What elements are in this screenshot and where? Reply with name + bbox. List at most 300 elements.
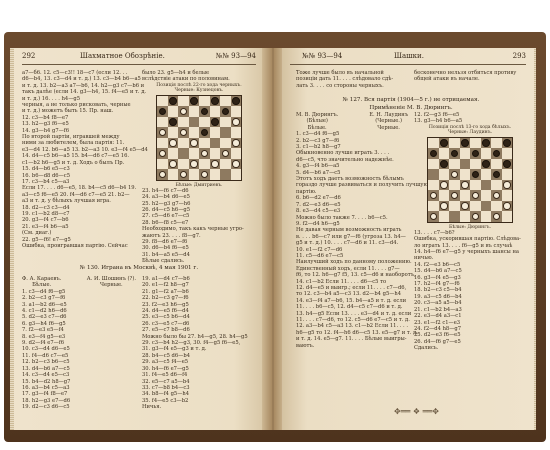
text-line: 18. h2—g3 e7—d6	[22, 397, 71, 404]
white-piece	[232, 118, 240, 126]
text-line: 30. d6—b4 f6—e5	[142, 245, 189, 252]
light-square	[189, 169, 200, 180]
white-piece	[159, 171, 167, 179]
dark-square	[178, 127, 189, 138]
text-line: 22. e3—d4 a3—c1	[414, 313, 462, 320]
text-line: 18. b2—c3 c5—b4	[414, 287, 462, 294]
text-line: 21. g1—f2 a7—b6	[142, 288, 189, 295]
light-square	[199, 138, 210, 149]
light-square	[491, 180, 502, 191]
dark-square	[470, 211, 481, 222]
dark-square	[502, 159, 513, 170]
light-square	[460, 190, 471, 201]
light-square	[231, 148, 242, 159]
text-line: 19. d2—c3 d6—c5	[22, 404, 70, 411]
text-line: d6—b4, 13. c3—d4 и т. д.) 13. c3—b4 b6—a5	[22, 76, 141, 83]
player-side: Черные.	[100, 282, 123, 289]
left-section-title: № 130. Играна въ Москвѣ, 4 мая 1901 г.	[79, 265, 199, 271]
light-square	[460, 148, 471, 159]
text-line: Необходимо, такъ какъ черные угро-	[142, 226, 244, 233]
left-player-black	[87, 276, 136, 289]
diagram1	[156, 95, 242, 181]
black-piece	[190, 97, 198, 105]
text-line: Тоже лучше было въ начальной	[296, 70, 384, 76]
text-line: 28. b4—c5 d6—b4	[142, 352, 190, 359]
light-square	[231, 106, 242, 117]
left-page-issue: №№ 93—94	[215, 52, 256, 60]
dark-square	[199, 106, 210, 117]
left-players	[22, 276, 136, 289]
text-line: 14. c3—d4 e5—c3	[22, 372, 70, 379]
text-line: 35. f4—e5 c3—b2	[142, 397, 189, 404]
text-line: 13. . . . c7—b6?	[414, 229, 455, 236]
text-line: 30. h4—f6 e7—g5	[142, 365, 189, 372]
white-piece	[169, 139, 177, 147]
diagram1-footer: Бѣлые: Дмитриевъ.	[175, 182, 223, 188]
text-line: 32. e5—c7 a5—b4	[142, 378, 190, 385]
text-line: 1. c3—d4 f6—g5	[22, 288, 66, 295]
left-running-head	[22, 52, 256, 64]
text-line: 31. f4—e5 d6—f4	[142, 372, 188, 379]
white-piece	[430, 213, 438, 221]
dark-square	[210, 117, 221, 128]
dark-square	[210, 159, 221, 170]
dark-square	[481, 180, 492, 191]
left-page	[14, 48, 264, 430]
text-line: По второй партiи, игравшей между	[22, 134, 120, 141]
dark-square	[502, 201, 513, 212]
white-piece	[430, 192, 438, 200]
light-square	[449, 201, 460, 212]
dark-square	[168, 96, 179, 107]
text-line: 29. a3—c5 f4—e5	[142, 359, 189, 366]
text-line: c1—b2 h6—g5 и т. д. Ходъ о былъ Пр.	[22, 159, 125, 166]
text-line: позицiи дать 11. . . . слѣдовало сдѣ-	[296, 76, 394, 83]
black-piece	[482, 139, 490, 147]
text-line: 26. d4—c5 h6—g5	[142, 207, 191, 214]
white-piece	[493, 192, 501, 200]
text-line: е3—d4 12. b6—a5 13. b2—a3 10. e3—f4 e5—d4	[22, 146, 148, 153]
dark-square	[231, 138, 242, 149]
dark-square	[231, 117, 242, 128]
light-square	[210, 127, 221, 138]
black-piece	[430, 150, 438, 158]
light-square	[168, 148, 179, 159]
left-col1-text	[22, 70, 148, 266]
player-name: Ф. А. Караевъ.	[22, 276, 62, 282]
dark-square	[189, 138, 200, 149]
text-line: 15. b4—d2 h8—g7	[22, 378, 71, 385]
text-line: 24. a3—b4 d6—e5	[142, 194, 190, 201]
text-line: 14. h4—f6 e7—g5 у черныхъ шансы на	[414, 249, 520, 256]
dark-square	[449, 148, 460, 159]
player-side: Бѣлые.	[307, 124, 327, 131]
text-line: 11. f4—d6 c7—e5	[22, 352, 69, 359]
right-head-rule	[290, 64, 526, 65]
light-square	[502, 148, 513, 159]
light-square	[491, 138, 502, 149]
right-col2-top	[414, 70, 526, 92]
diagram2-footer: Бѣлые: Дюрингъ.	[448, 224, 492, 230]
text-line: Этотъ ходъ даетъ возможность бѣлымъ	[296, 176, 404, 183]
text-line: 19. a1—d4 c7—b6	[142, 276, 190, 282]
diagram2-subcaption: Черные: Лаудинъ.	[447, 129, 493, 135]
text-line: такъ далѣе (если 14. g3—h4, 15. f4—e5 и т. д.	[22, 89, 147, 96]
dark-square	[428, 148, 439, 159]
light-square	[210, 148, 221, 159]
dark-square	[460, 138, 471, 149]
white-piece	[159, 150, 167, 158]
text-line: 7. f2—e3 e5—f4	[22, 327, 64, 334]
text-line: общей атаки въ начале.	[414, 76, 480, 83]
left-moves-col1	[22, 289, 136, 411]
text-line: Ошибка, ускорившая партiю. Слѣдова-	[414, 236, 521, 243]
dark-square	[502, 180, 513, 191]
text-line: 25. d2—e3 f6—e5	[414, 332, 461, 339]
right-page-issue: №№ 93—94	[302, 52, 343, 60]
black-piece	[451, 150, 459, 158]
light-square	[470, 159, 481, 170]
diagram1-subcaption: Черные: Кузнецовъ.	[174, 87, 224, 93]
white-piece	[201, 171, 209, 179]
dark-square	[199, 127, 210, 138]
dark-square	[460, 201, 471, 212]
text-line: h6—g5 то 12. f4—h6 d6—c5 13. e5—g7 и т. д.	[296, 329, 418, 336]
text-line: 13. g3—h4 b6—a5	[414, 118, 463, 125]
text-line: 21. e3—f4 b6—a5	[22, 223, 69, 230]
white-piece	[232, 160, 240, 168]
dark-square	[220, 148, 231, 159]
text-line: вслѣдствiе атаки по половинам.	[142, 76, 230, 83]
black-piece	[201, 129, 209, 137]
black-piece	[503, 139, 511, 147]
text-line: 29. f8—d6 e7—f6	[142, 239, 188, 246]
light-square	[178, 138, 189, 149]
text-line: 12. b2—c3 b6—c5	[22, 359, 70, 366]
light-square	[481, 211, 492, 222]
light-square	[428, 138, 439, 149]
text-line: а3 и т. д. у бѣлыхъ лучшая игра.	[22, 198, 111, 205]
dark-square	[220, 106, 231, 117]
black-piece	[169, 118, 177, 126]
text-line: 14. c1—b2 Если 11. . . . d6—c5 то	[296, 278, 387, 285]
player-role: (Черные.)	[375, 118, 402, 125]
dark-square	[470, 169, 481, 180]
text-line: и т. д.) 16. . . . h4—g5	[22, 95, 81, 102]
light-square	[231, 127, 242, 138]
text-line: Сдались.	[414, 345, 439, 352]
light-square	[460, 169, 471, 180]
text-line: 9. f2—d4 h6—g5	[296, 220, 340, 227]
text-line: 2. b2—c3 g7—f6	[296, 137, 340, 144]
dark-square	[231, 96, 242, 107]
text-line: бесконечно нельзя отбиться противу	[414, 70, 517, 76]
white-piece	[180, 108, 188, 116]
right-col2-game	[414, 112, 526, 412]
black-piece	[201, 108, 209, 116]
dark-square	[502, 138, 513, 149]
light-square	[199, 96, 210, 107]
white-piece	[503, 181, 511, 189]
light-square	[470, 138, 481, 149]
right-page	[282, 48, 534, 430]
player-side: Черные.	[377, 124, 400, 131]
light-square	[481, 148, 492, 159]
black-piece	[493, 171, 501, 179]
dark-square	[189, 159, 200, 170]
text-line: 26. c3—e5 c7—d6	[142, 320, 190, 327]
dark-square	[168, 138, 179, 149]
light-square	[157, 159, 168, 170]
text-line: 16. g3—f4 e5—g3	[414, 274, 461, 281]
dark-square	[220, 127, 231, 138]
diagram2	[427, 137, 513, 223]
right-section	[296, 94, 526, 112]
diagram2-caption: Позицiя послѣ 13-го хода бѣлыхъ.	[428, 124, 512, 130]
text-line: 15. d4—b6 a7—c5	[414, 268, 462, 275]
dark-square	[439, 159, 450, 170]
text-line: 29. c3—b4 h2—g3, 30. f4—g5 f6—e5,	[142, 340, 241, 347]
dark-square	[189, 117, 200, 128]
text-line: Если 17. . . . d6—e5, 18. b4—c5 d6—b4 19.	[22, 185, 137, 192]
text-line: (См. диаг.)	[22, 230, 52, 237]
dark-square	[491, 211, 502, 222]
light-square	[199, 159, 210, 170]
text-line: 9. d2—f4 e7—f6	[22, 340, 65, 347]
text-line: Не давая черным возможность играть	[296, 227, 402, 234]
text-line: 6. g3—h4 f6—g5	[22, 320, 66, 327]
dark-square	[460, 180, 471, 191]
black-piece	[222, 108, 230, 116]
white-piece	[190, 139, 198, 147]
player-role: (Бѣлые)	[306, 118, 328, 125]
dark-square	[481, 201, 492, 212]
black-piece	[472, 150, 480, 158]
light-square	[157, 117, 168, 128]
dark-square	[220, 169, 231, 180]
right-section-title: № 127. Вся партiя (1904—5 г.) не отрицаемая.	[342, 97, 480, 103]
light-square	[168, 169, 179, 180]
dark-square	[491, 148, 502, 159]
black-piece	[440, 139, 448, 147]
text-line: 21. c1—b2 b4—a3	[414, 306, 462, 313]
text-line: 20. e1—f2 h8—g7	[142, 282, 189, 289]
light-square	[178, 117, 189, 128]
text-line: f6, то 12. h6—g7 f5, 13. c5—d6 и наоборотъ,	[296, 272, 416, 279]
white-piece	[232, 139, 240, 147]
text-line: 10. c3—d4 d6—e5	[22, 346, 70, 353]
light-square	[189, 148, 200, 159]
text-line: 26. d4—f6 g7—e5	[414, 338, 461, 345]
light-square	[460, 211, 471, 222]
checkers-board	[156, 95, 242, 181]
light-square	[210, 169, 221, 180]
text-line: 34. b8—f4 g5—h4	[142, 391, 190, 398]
dark-square	[199, 169, 210, 180]
text-line: 11. . . . b6—c5, 12. d4—c5 c7—d6 и т. д.	[296, 304, 403, 311]
light-square	[439, 190, 450, 201]
light-square	[439, 211, 450, 222]
text-line: 11. . . . c7—d6, то 12. c5—d6 e7—c5 и т. д.	[296, 317, 410, 323]
white-piece	[472, 213, 480, 221]
light-square	[220, 117, 231, 128]
light-square	[502, 211, 513, 222]
light-square	[449, 180, 460, 191]
black-piece	[482, 160, 490, 168]
open-book	[0, 18, 550, 438]
text-line: 14. d4—c5 b6—a5 15. b4—d6 с7—e5 16.	[22, 153, 130, 160]
white-piece	[159, 129, 167, 137]
text-line: и т. д. 14. e5—g7. 11. . . . Бѣлые выигры-	[296, 336, 407, 343]
text-line: 14. f2—e3 b6—c5	[414, 261, 461, 268]
text-line: 14. e3—f4 a7—b6, 15. b4—a5 и т. д. если	[296, 297, 407, 304]
left-col2-top-text	[142, 70, 256, 83]
text-line: а7—б6. 12. с5—c3!! 18—с7 (если 12. . .	[22, 70, 128, 76]
dark-square	[470, 148, 481, 159]
dark-square	[199, 148, 210, 159]
text-line: 31. b4—a5 e5—d4	[142, 251, 190, 258]
left-col1-game	[22, 276, 136, 426]
dark-square	[428, 211, 439, 222]
light-square	[439, 169, 450, 180]
text-line: партiю.	[296, 188, 317, 195]
light-square	[178, 159, 189, 170]
light-square	[157, 138, 168, 149]
light-square	[502, 190, 513, 201]
light-square	[231, 169, 242, 180]
text-line: ло играть 13. . . . f6—g5 и въ случаѣ	[414, 242, 513, 249]
dark-square	[178, 169, 189, 180]
black-piece	[493, 150, 501, 158]
light-square	[220, 159, 231, 170]
text-line: 7. d2—e3 d6—e5	[296, 201, 341, 208]
dark-square	[439, 138, 450, 149]
right-moves-col2-bottom	[414, 230, 526, 352]
dark-square	[449, 211, 460, 222]
text-line: Можно было бы 27. h4—g5, 28. h4—g5	[142, 333, 248, 340]
text-line: в. . . . b6—c7 или g7—f6 (угроза 13. h4—	[296, 233, 406, 240]
left-page-number: 292	[22, 52, 36, 60]
left-section	[22, 262, 256, 274]
light-square	[481, 190, 492, 201]
light-square	[157, 96, 168, 107]
black-piece	[503, 160, 511, 168]
black-piece	[159, 108, 167, 116]
white-piece	[222, 150, 230, 158]
player-name: Е. Н. Лаудинъ	[369, 112, 408, 118]
text-line: лать 3. . . . со стороны черныхъ.	[296, 82, 384, 89]
text-line: 6. b6—d2 e7—d6	[296, 195, 341, 202]
black-piece	[169, 97, 177, 105]
dark-square	[439, 180, 450, 191]
text-line: 3. c1—b2 h8—g7	[296, 144, 341, 151]
text-line: 20. c3—a5 a5—b4	[414, 300, 462, 307]
white-piece	[451, 192, 459, 200]
white-piece	[201, 150, 209, 158]
white-piece	[180, 171, 188, 179]
text-line: ними за любителем, была партiя: 11.	[22, 140, 125, 147]
white-piece	[461, 202, 469, 210]
dark-square	[428, 169, 439, 180]
light-square	[428, 159, 439, 170]
dark-square	[481, 159, 492, 170]
text-line: 4. g3—f4 b6—a5	[296, 163, 340, 170]
text-line: 15. d4—b6 e5—c3	[22, 166, 70, 173]
left-col2	[142, 70, 256, 266]
left-col2-bottom-text	[142, 188, 256, 265]
dark-square	[157, 148, 168, 159]
black-piece	[472, 171, 480, 179]
right-running-head	[290, 52, 526, 64]
text-line: 16. a3—b4 c5—a3	[22, 384, 70, 391]
right-players	[296, 112, 408, 131]
text-line: было 23. g5—h4 и белые	[142, 70, 210, 76]
player-name: М. В. Дюрингъ.	[296, 112, 339, 118]
left-page-title: Шахматное Обозрѣнiе.	[80, 52, 165, 60]
text-line: Ничья.	[142, 404, 162, 411]
text-line: 14. g3—h4 g7—f6	[22, 127, 70, 134]
dark-square	[481, 138, 492, 149]
text-line: 28. b6—f8 c5—e7	[142, 219, 189, 226]
text-line: 12. f2—g3 f6—e5	[414, 112, 460, 118]
black-piece	[232, 97, 240, 105]
player-name: А. И. Шошинъ (?).	[86, 276, 136, 282]
book-gutter	[262, 48, 284, 430]
dark-square	[460, 159, 471, 170]
text-line: 2. b2—c3 g7—f6	[22, 295, 66, 302]
text-line: и т. д. 13. b2—a3 а7—b6, 14. h2—g3 с7—b6 и	[22, 82, 145, 89]
text-line: то 12. c3—b4 a5—c3 13. d2—b4 g5—h4	[296, 291, 402, 298]
white-piece	[180, 129, 188, 137]
black-piece	[211, 97, 219, 105]
text-line: 8. e3—d4 c5—e3	[296, 208, 341, 215]
text-line: 3. a1—b2 d6—e5	[22, 301, 67, 308]
light-square	[449, 159, 460, 170]
text-line: 13. h2—g3 f6—e5	[22, 121, 69, 128]
light-square	[199, 117, 210, 128]
left-head-rule	[22, 64, 256, 65]
text-line: 10. e1—f2 c7—d6	[296, 246, 343, 253]
text-line: 33. c7—b8 b4—c3	[142, 384, 190, 391]
left-col2-game	[142, 276, 256, 426]
dark-square	[157, 106, 168, 117]
text-line: 17. g3—f4 f8—e7	[22, 391, 68, 398]
text-line: 25. h2—g3 g7—h6	[142, 200, 191, 207]
text-line: Наилучший ходъ по данному положению.	[296, 259, 412, 266]
text-line: гораздо лучше развиваться и получить лучшую	[296, 182, 428, 189]
text-line: 11. c5—d6 e7—c5	[296, 252, 344, 259]
text-line: 13. h4—g5 Если 13. . . . e3—d4 и т. д. если	[296, 310, 412, 317]
diagram1-caption: Позицiя послѣ 22-го хода черныхъ.	[156, 82, 242, 88]
white-piece	[211, 160, 219, 168]
text-line: 5. d4—b6 a7—c5	[296, 169, 341, 176]
light-square	[470, 201, 481, 212]
light-square	[470, 180, 481, 191]
text-line: 18. d2—c3 c3—d4	[22, 204, 70, 211]
dark-square	[168, 159, 179, 170]
dark-square	[157, 169, 168, 180]
dark-square	[470, 190, 481, 201]
checkers-board	[427, 137, 513, 223]
left-player-white	[22, 276, 61, 289]
right-subsection: Примѣненiе М. В. Дюрингъ.	[369, 105, 453, 112]
light-square	[491, 201, 502, 212]
light-square	[189, 127, 200, 138]
text-line: 16. b6—d8 d6—c5	[22, 172, 70, 179]
text-line: 1. c3—d4 f6—g5	[296, 131, 340, 138]
text-line: 27. c5—d6 e7—c5	[142, 213, 190, 220]
text-line: d6—c5, что значительно надежнѣе.	[296, 156, 394, 163]
